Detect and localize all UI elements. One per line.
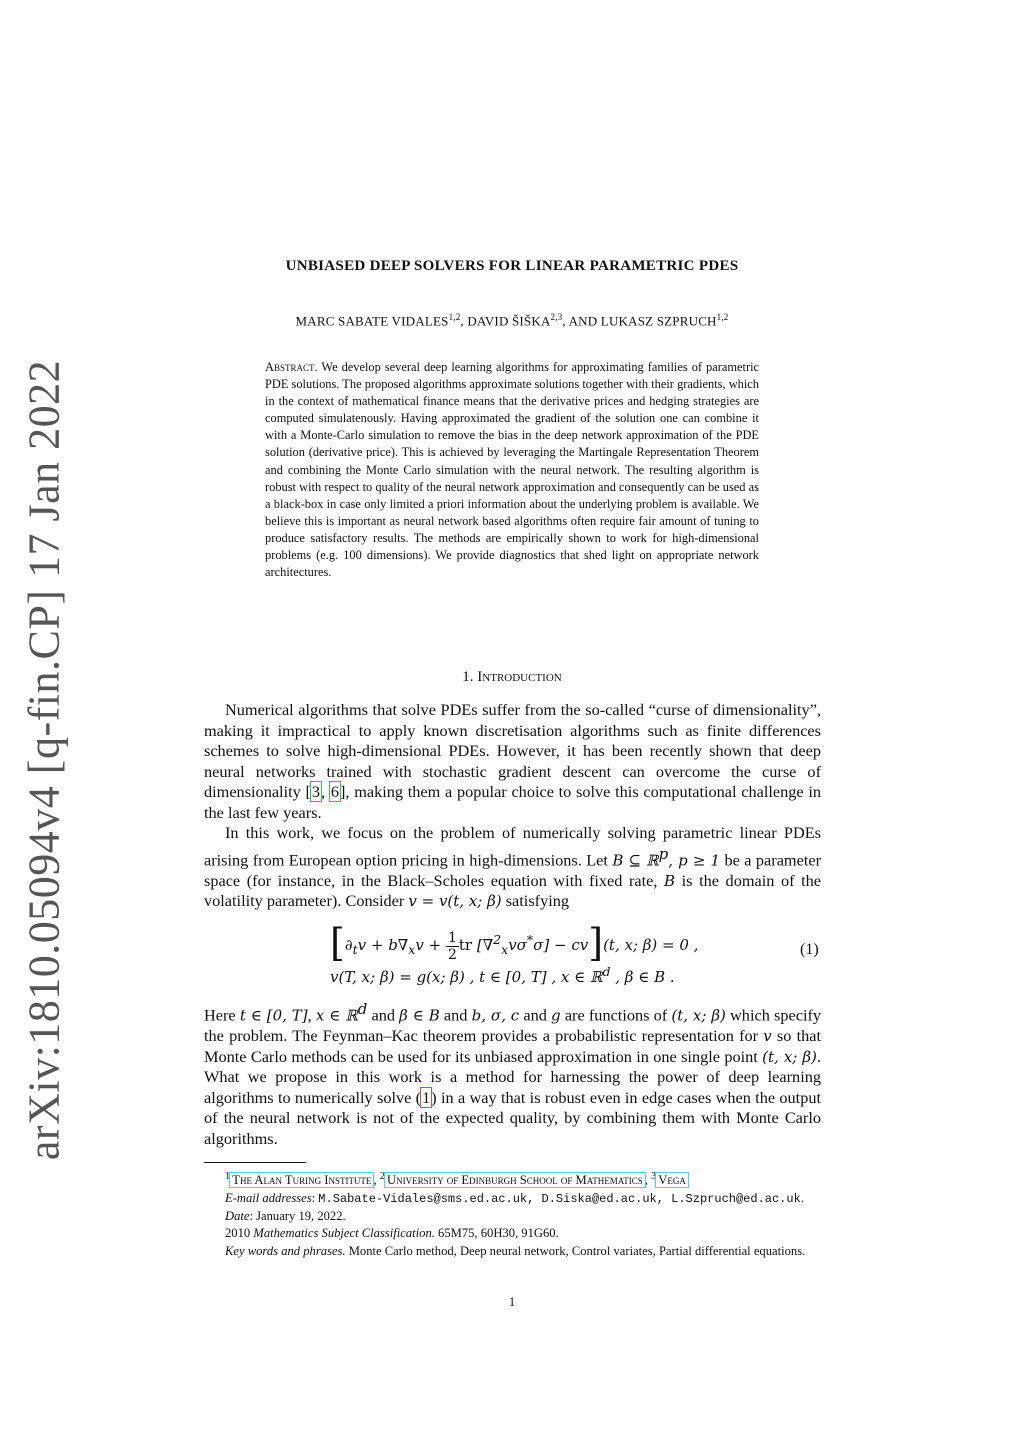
equation-line-1 (330, 915, 698, 963)
email-line: E-mail addresses: M.Sabate-Vidales@sms.ed.ac.uk, D.Siska@ed.ac.uk, L.Szpruch@ed.ac.uk. (225, 1190, 804, 1206)
abstract-text: We develop several deep learning algorithms for approximating families of parametric PDE solutions. The proposed algorithms approximate solutions together with their gradients, which in the context of mathematical finance means that the derivative prices and hedging strategies are computed simulatenously. Having approximated the gradient of the solution one can combine it with a Monte-Carlo simulation to remove the bias in the deep network approximation of the PDE solution (derivative price). This is achieved by leveraging the Martingale Representation Theorem and combining the Monte Carlo simulation with the neural network. The resulting algorithm is robust with respect to quality of the neural network approximation and consequently can be used as a black-box in case only limited a priori information about the underlying problem is available. We believe this is important as neural network based algorithms often require fair amount of tuning to produce satisfactory results. The methods are empirically shown to work for high-dimensional problems (e.g. 100 dimensions). We provide diagnostics that shed light on appropriate network architectures. (265, 360, 760, 580)
author-affiliation-mark: 1,2 (448, 312, 461, 322)
paragraph-text: Numerical algorithms that solve PDEs suffer from the so-called “curse of dimensionality”, making it impractical to apply known discretisation algorithms such as finite differences schemes to solve high-dimensional PDEs. However, it has been recently shown that deep neural networks trained with stochastic gradient descent can overcome the curse of dimensionality [ (204, 700, 821, 802)
left-bracket: [ (330, 921, 345, 965)
msc-label: Mathematics Subject Classification. (253, 1226, 435, 1241)
fraction-denominator: 2 (447, 946, 457, 963)
paragraph-text: ], making them a popular choice to solve this computational challenge in the last few years. (204, 782, 821, 822)
inline-math: v (763, 1027, 772, 1046)
email-label: E-mail addresses (225, 1190, 312, 1205)
equation-sup: 2 (493, 932, 502, 947)
citation-link[interactable]: 3 (311, 782, 321, 802)
fraction-numerator: 1 (447, 929, 457, 946)
affiliation-mark: 2 (379, 1171, 385, 1182)
paper-title: UNBIASED DEEP SOLVERS FOR LINEAR PARAMETRIC PDES (285, 258, 739, 274)
fraction (446, 930, 459, 963)
inline-math: β ∈ B (399, 1006, 440, 1025)
paragraph-text: . What we propose in this work is a method for harnessing the power of deep learning algorithms to numerically solve ( (204, 1046, 821, 1107)
intro-paragraph-1 (204, 700, 821, 824)
equation-sub: t (352, 942, 358, 957)
equation-line-2 (330, 964, 675, 986)
affiliation-link-turing[interactable]: The Alan Turing Institute (232, 1173, 372, 1188)
equation-term: v + b∇ (357, 936, 409, 954)
inline-math: v = v(t, x; β) (408, 892, 502, 911)
inline-math: B ⊆ ℝ (612, 851, 659, 870)
inline-math: t ∈ [0, T] (239, 1006, 308, 1025)
arxiv-identifier: arXiv:1810.05094v4 [q-fin.CP] 17 Jan 2022 (19, 359, 69, 1161)
paragraph-text: so that Monte Carlo methods can be used for its unbiased approximation in one single point (204, 1026, 821, 1066)
footnote-rule (204, 1162, 306, 1163)
equation-term: [∇ (476, 936, 494, 954)
paragraph-text: which specify the problem. The Feynman–Kac theorem provides a probabilistic representation for (204, 1005, 822, 1046)
keywords-line (204, 1243, 821, 1260)
email-addresses[interactable]: M.Sabate-Vidales@sms.ed.ac.uk, D.Siska@ed.ac.uk, L.Szpruch@ed.ac.uk (318, 1191, 801, 1206)
intro-paragraph-3 (204, 999, 821, 1150)
affiliation-mark: 1 (225, 1171, 231, 1182)
paragraph-text: be a parameter space (for instance, in the Black–Scholes equation with fixed rate, (204, 850, 821, 890)
paragraph-text: is the domain of the volatility parameter). Consider (204, 870, 821, 911)
date-line (204, 1208, 821, 1225)
author-affiliation-mark: 2,3 (550, 312, 563, 322)
section-number: 1. (462, 669, 474, 685)
equation-term: , β ∈ B . (610, 968, 675, 986)
page-number: 1 (508, 1295, 516, 1309)
affiliation-link-edinburgh[interactable]: University of Edinburgh School of Mathematics (386, 1173, 643, 1188)
paragraph-text: and (367, 1005, 400, 1025)
equation-sup: * (526, 932, 534, 947)
footnotes (204, 1168, 821, 1260)
trace-operator: tr (458, 936, 473, 954)
equation-term: v(T, x; β) = g(x; β) , t ∈ [0, T] , x ∈ ℝ (330, 968, 603, 986)
author-name: , AND LUKASZ SZPRUCH (562, 313, 717, 329)
paragraph-text: , (307, 1005, 316, 1025)
citation-link[interactable]: 6 (330, 782, 339, 802)
paragraph-text: and (439, 1005, 472, 1025)
right-bracket: ] (588, 921, 604, 965)
affiliation-link-vega[interactable]: Vega (658, 1173, 686, 1188)
inline-math: (t, x; β) (671, 1006, 726, 1025)
paragraph-text: satisfying (501, 891, 570, 911)
inline-math: , p ≥ 1 (668, 851, 721, 870)
author-name: MARC SABATE VIDALES (295, 313, 449, 329)
author-name: , DAVID ŠIŠKA (460, 313, 551, 329)
equation-sub: x (501, 942, 509, 957)
equation-term: ∂ (344, 936, 353, 954)
paragraph-text: ) in a way that is robust even in edge cases when the output of the neural network is not of the expected quality, by combining them with Monte Carlo algorithms. (204, 1087, 821, 1148)
paragraph-text: and (519, 1005, 552, 1025)
inline-math: x ∈ ℝ (315, 1006, 358, 1025)
inline-math: g (551, 1006, 561, 1025)
equation-number: (1) (800, 941, 819, 958)
msc-codes: 65M75, 60H30, 91G60. (434, 1226, 559, 1241)
date-label: Date (225, 1209, 250, 1223)
author-list (0, 312, 1024, 329)
section-title: Introduction (477, 669, 562, 685)
msc-line (204, 1225, 821, 1242)
equation-term: vσ (508, 936, 527, 954)
paragraph-text: Here (204, 1005, 240, 1025)
citation-separator: , (321, 782, 330, 802)
equation-term: (t, x; β) = 0 , (603, 936, 699, 954)
inline-math-sup: p (658, 844, 669, 863)
intro-paragraph-2 (204, 823, 821, 912)
keywords-label: Key words and phrases. (225, 1243, 346, 1258)
abstract (265, 359, 759, 581)
equation-term: σ] − cv (533, 936, 589, 954)
paragraph-text: are functions of (560, 1005, 672, 1025)
msc-year: 2010 (225, 1226, 254, 1241)
equation-term: v + (415, 936, 446, 954)
equation-sup: d (602, 964, 611, 979)
paragraph-text: In this work, we focus on the problem of numerically solving parametric linear PDEs arising from European option pricing in high-dimensions. Let (204, 823, 821, 870)
section-heading (0, 669, 1024, 686)
inline-math-sup: d (357, 1000, 368, 1018)
inline-math: (t, x; β) (762, 1047, 817, 1066)
affiliations-line: $^1$ The Alan Turing Institute , $^2$ University of Edinburgh School of Mathematics , $^3$ Vega (225, 1171, 686, 1188)
date-value: : January 19, 2022. (249, 1209, 346, 1223)
affiliation-mark: 3 (651, 1171, 657, 1182)
author-affiliation-mark: 1,2 (716, 312, 729, 322)
equation-sub: x (408, 942, 416, 957)
inline-math: b, σ, c (471, 1006, 520, 1025)
keywords-text: Monte Carlo method, Deep neural network, Control variates, Partial differential equations. (345, 1243, 806, 1258)
inline-math: B (664, 871, 676, 890)
abstract-label: Abstract. (265, 360, 318, 374)
equation-reference-link[interactable]: 1 (422, 1087, 431, 1107)
